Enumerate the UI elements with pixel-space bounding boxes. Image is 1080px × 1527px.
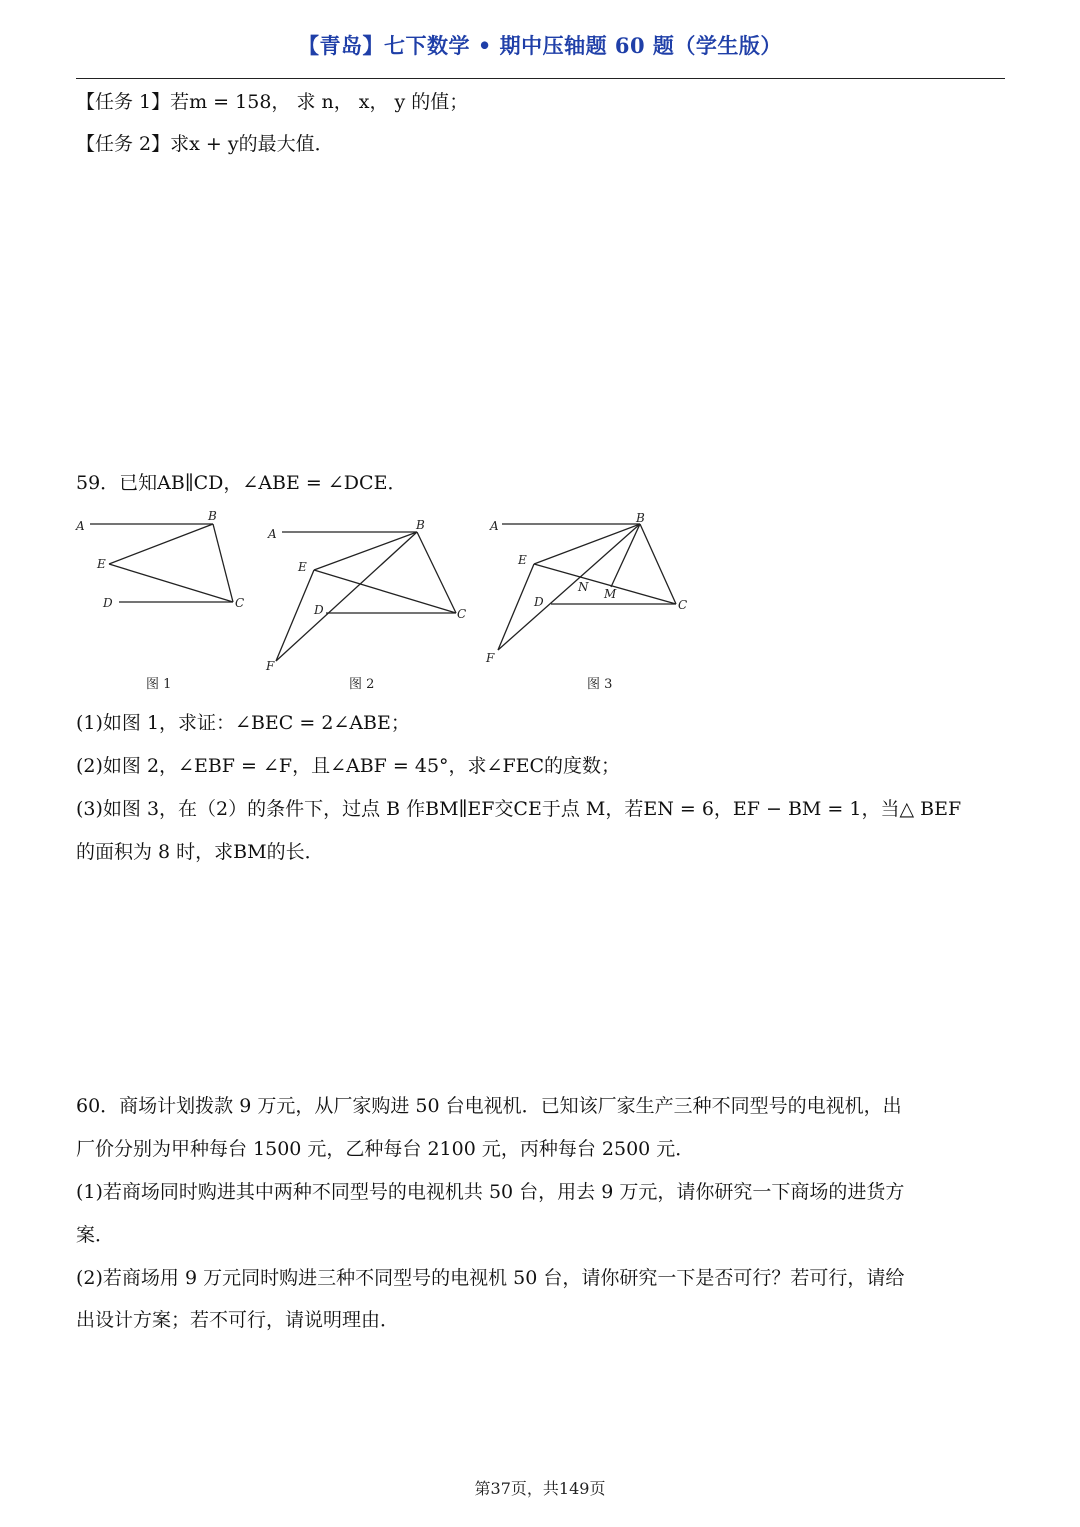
q59-figures xyxy=(70,508,710,698)
fig3-label-f: F xyxy=(486,651,495,665)
figure-2 xyxy=(276,532,456,661)
fig1-label-b: B xyxy=(208,509,217,523)
fig2-label-b: B xyxy=(416,518,425,532)
fig2-caption: 图 2 xyxy=(349,677,375,692)
fig1-label-d: D xyxy=(103,596,113,610)
q60-line3: (1)若商场同时购进其中两种不同型号的电视机共 50 台，用去 9 万元，请你研究一下商场的进货方 xyxy=(76,1181,905,1203)
page-number-footer: 第37页，共149页 xyxy=(474,1479,606,1498)
fig3-label-n: N xyxy=(578,580,589,594)
q60-line2: 厂价分别为甲种每台 1500 元，乙种每台 2100 元，丙种每台 2500 元． xyxy=(76,1138,695,1160)
page-header-title: 【青岛】七下数学 • 期中压轴题 60 题（学生版） xyxy=(298,33,782,58)
q59-part3-line2: 的面积为 8 时，求BM的长． xyxy=(76,841,324,863)
fig3-label-a: A xyxy=(490,519,499,533)
q59-stem: 59．已知AB∥CD，∠ABE = ∠DCE． xyxy=(76,472,407,494)
fig2-label-f: F xyxy=(266,659,275,673)
fig3-label-e: E xyxy=(518,553,527,567)
fig3-label-c: C xyxy=(678,598,688,612)
fig1-caption: 图 1 xyxy=(146,677,172,692)
header-divider xyxy=(76,78,1005,79)
q58-task1: 【任务 1】若m = 158， 求 n， x， y 的值； xyxy=(76,91,469,113)
fig2-label-e: E xyxy=(298,560,307,574)
q60-line6: 出设计方案；若不可行，请说明理由． xyxy=(76,1309,400,1331)
fig3-label-d: D xyxy=(534,595,544,609)
fig1-label-e: E xyxy=(97,557,106,571)
fig1-label-c: C xyxy=(235,596,245,610)
q58-task2: 【任务 2】求x + y的最大值． xyxy=(76,133,334,155)
q60-line5: (2)若商场用 9 万元同时购进三种不同型号的电视机 50 台，请你研究一下是否可行？若可行，请给 xyxy=(76,1267,905,1289)
figure-1 xyxy=(90,524,233,602)
q59-part2: (2)如图 2，∠EBF = ∠F，且∠ABF = 45°，求∠FEC的度数； xyxy=(76,755,621,777)
q60-line1: 60．商场计划拨款 9 万元，从厂家购进 50 台电视机．已知该厂家生产三种不同型号的电视机，出 xyxy=(76,1095,902,1117)
fig3-caption: 图 3 xyxy=(587,677,613,692)
q59-part3-line1: (3)如图 3，在（2）的条件下，过点 B 作BM∥EF交CE于点 M，若EN = 6，EF − BM = 1，当△ BEF xyxy=(76,798,962,820)
q59-part1: (1)如图 1，求证：∠BEC = 2∠ABE； xyxy=(76,712,410,734)
q60-line4: 案． xyxy=(76,1224,115,1246)
fig2-label-d: D xyxy=(314,603,324,617)
fig1-label-a: A xyxy=(76,519,85,533)
fig2-label-a: A xyxy=(268,527,277,541)
fig2-label-c: C xyxy=(457,607,467,621)
fig3-label-b: B xyxy=(636,511,645,525)
fig3-label-m: M xyxy=(604,587,617,601)
